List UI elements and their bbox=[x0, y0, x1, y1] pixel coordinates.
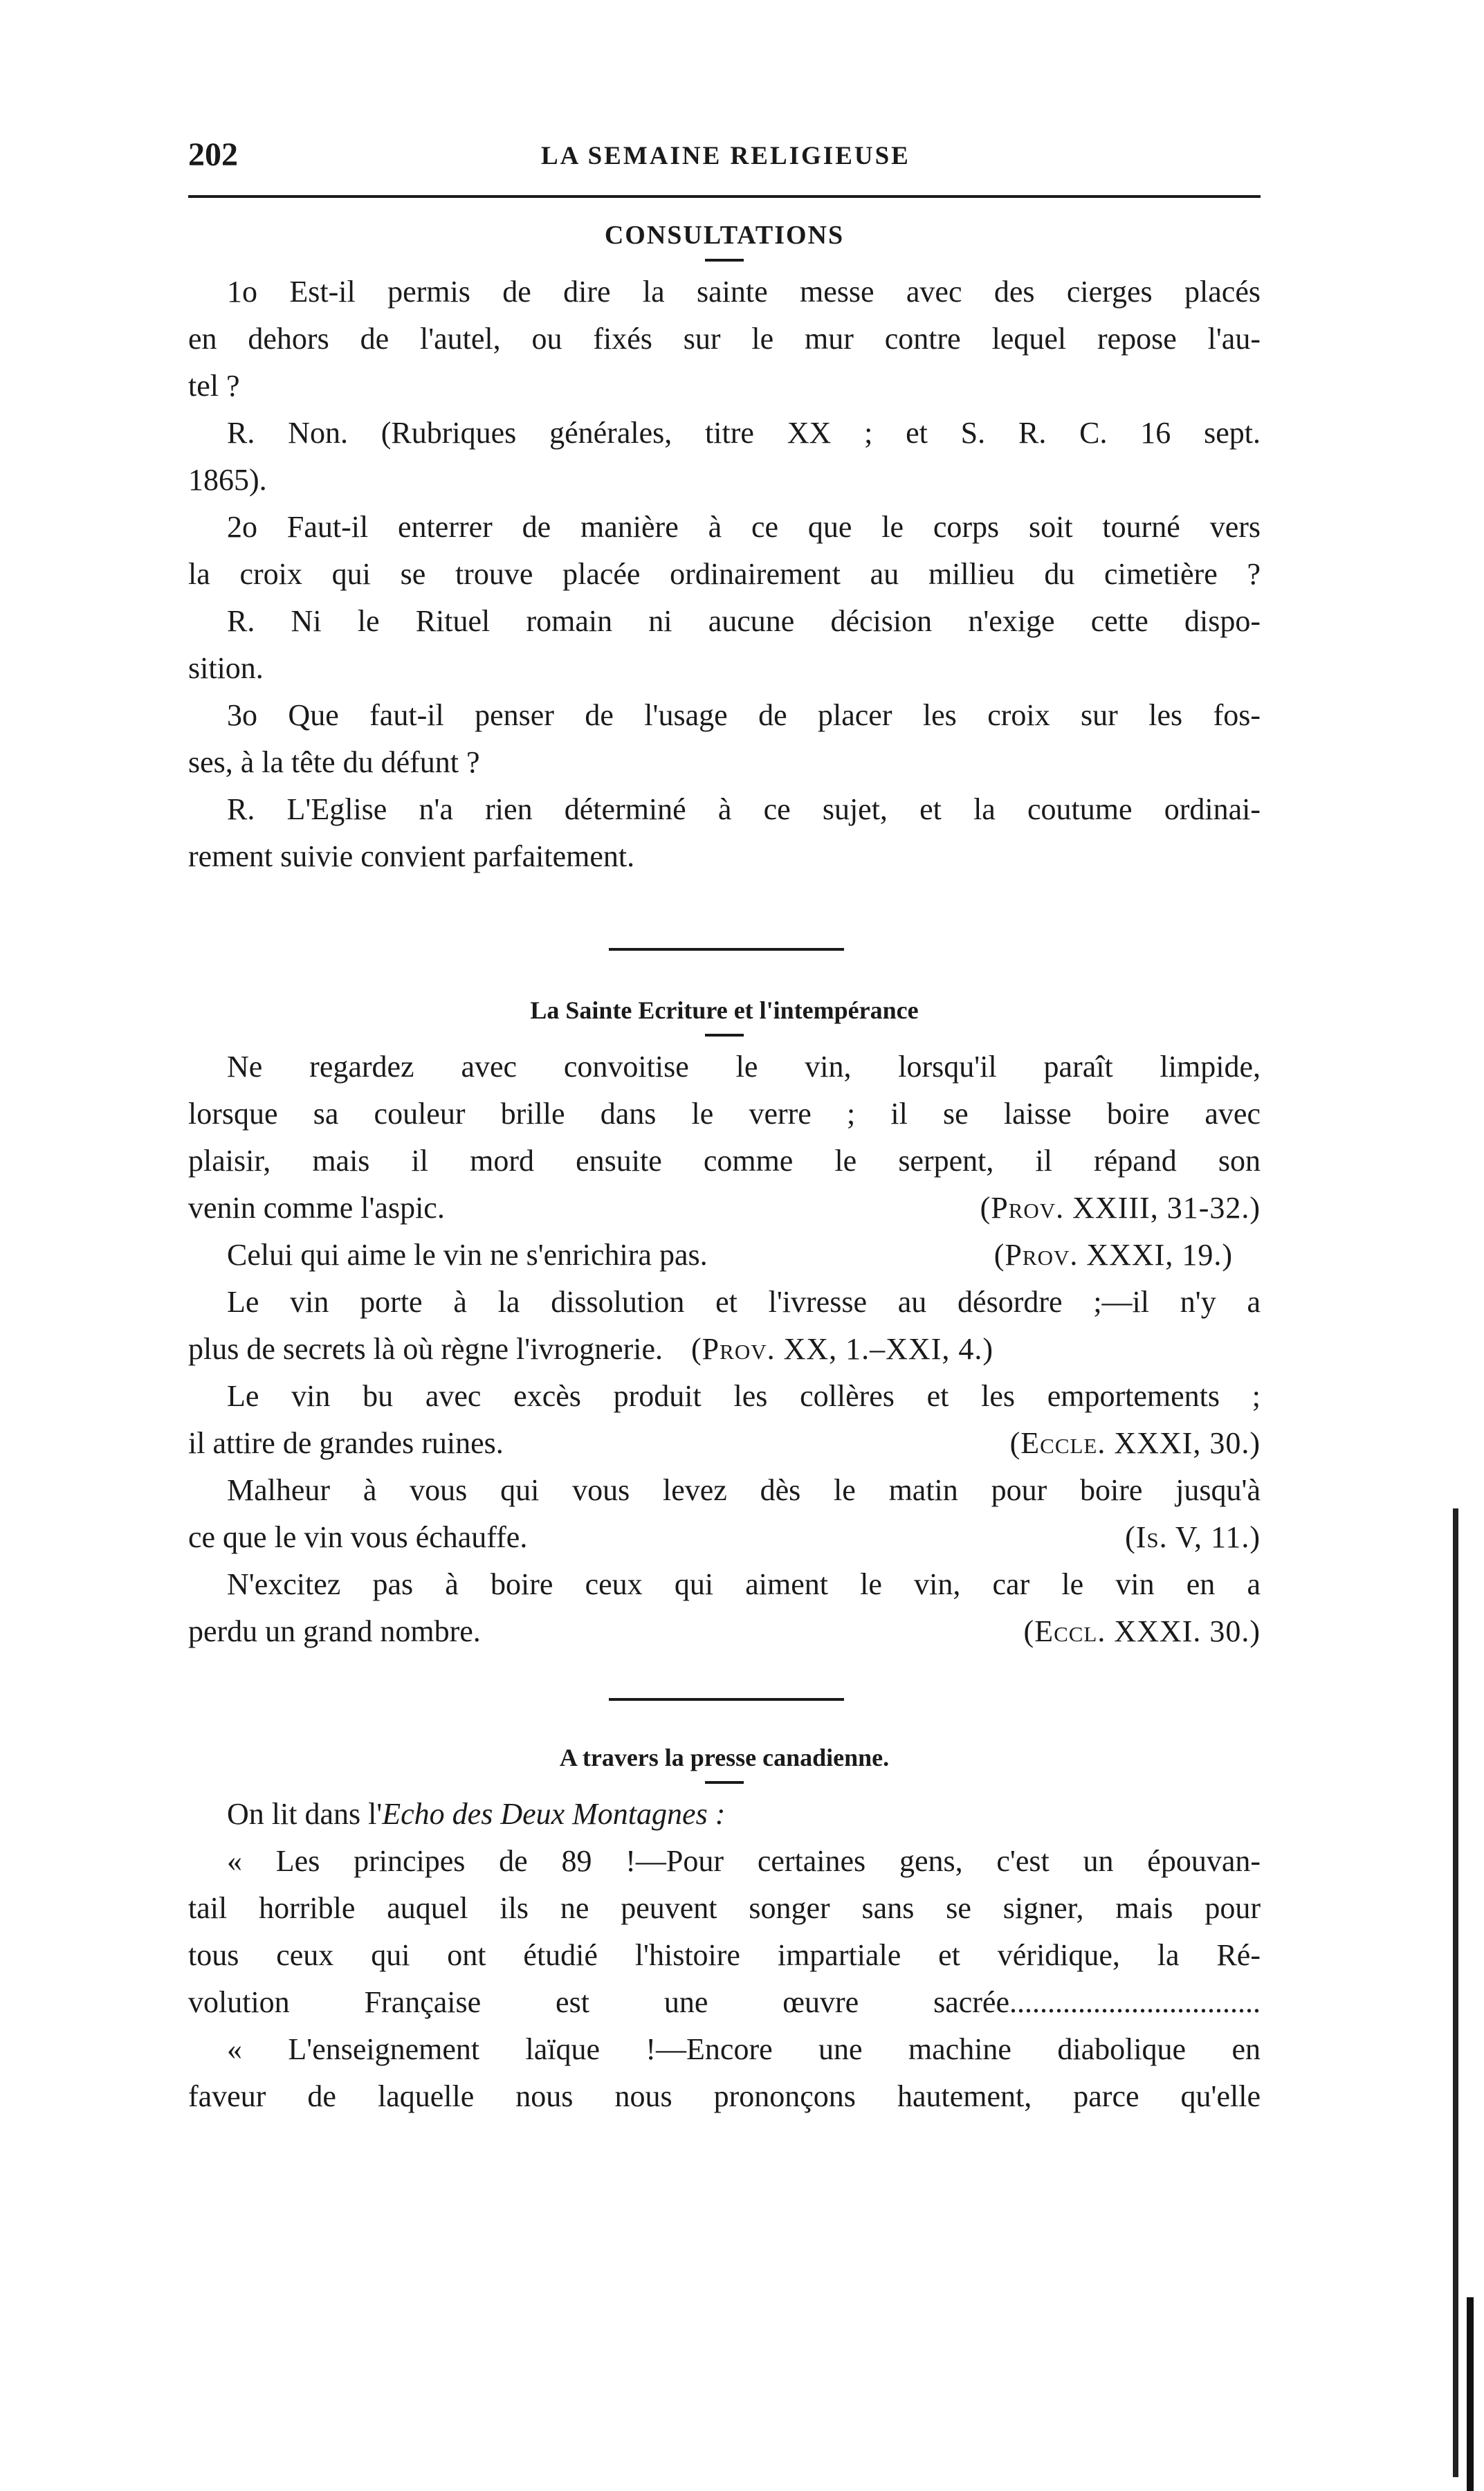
scripture-reference: (Prov. XX, 1.–XXI, 4.) bbox=[691, 1332, 994, 1366]
text-line: tail horrible auquel ils ne peuvent songer sans se signer, mais pour bbox=[188, 1891, 1261, 1925]
text-line: 3o Que faut-il penser de l'usage de placer les croix sur les fos- bbox=[227, 698, 1261, 732]
section-title-ecriture: La Sainte Ecriture et l'intempérance bbox=[530, 996, 919, 1024]
text-line: rement suivie convient parfaitement. bbox=[188, 839, 635, 873]
text-line: N'excitez pas à boire ceux qui aiment le vin, car le vin en a bbox=[227, 1567, 1261, 1601]
intro-text: On lit dans l' bbox=[227, 1797, 383, 1831]
text-line: plaisir, mais il mord ensuite comme le serpent, il répand son bbox=[188, 1144, 1261, 1178]
scripture-reference: (Prov. XXXI, 19.) bbox=[993, 1238, 1233, 1272]
text-line bbox=[188, 1326, 1261, 1373]
verse-text: Celui qui aime le vin ne s'enrichira pas. bbox=[227, 1238, 708, 1272]
text-line: faveur de laquelle nous nous prononçons hautement, parce qu'elle bbox=[188, 2079, 1261, 2113]
section-separator bbox=[609, 1698, 844, 1701]
verse-text: ce que le vin vous échauffe. bbox=[188, 1520, 528, 1554]
text-line: 1o Est-il permis de dire la sainte messe avec des cierges placés bbox=[227, 275, 1261, 309]
scripture-reference: (Eccle. XXXI, 30.) bbox=[1009, 1426, 1261, 1460]
text-line: la croix qui se trouve placée ordinairement au millieu du cimetière ? bbox=[188, 557, 1261, 591]
text-line: R. L'Eglise n'a rien déterminé à ce sujet, et la coutume ordinai- bbox=[227, 792, 1261, 826]
scripture-reference: (Is. V, 11.) bbox=[1125, 1520, 1261, 1554]
text-line: 1865). bbox=[188, 463, 267, 497]
text-line: « L'enseignement laïque !—Encore une machine diabolique en bbox=[227, 2032, 1261, 2066]
text-line: « Les principes de 89 !—Pour certaines gens, c'est un épouvan- bbox=[227, 1844, 1261, 1878]
text-line bbox=[188, 1608, 1261, 1655]
text-line: R. Non. (Rubriques générales, titre XX ; et S. R. C. 16 sept. bbox=[227, 416, 1261, 450]
text-line: tous ceux qui ont étudié l'histoire impartiale et véridique, la Ré- bbox=[188, 1938, 1261, 1972]
text-line: volution Française est une œuvre sacrée................................. bbox=[188, 1985, 1261, 2019]
text-line bbox=[188, 1420, 1261, 1467]
scripture-reference: (Prov. XXIII, 31-32.) bbox=[980, 1191, 1261, 1225]
verse-text: perdu un grand nombre. bbox=[188, 1614, 481, 1648]
presse-section bbox=[188, 1737, 1261, 2120]
text-line: ses, à la tête du défunt ? bbox=[188, 745, 480, 779]
text-line: Malheur à vous qui vous levez dès le matin pour boire jusqu'à bbox=[227, 1473, 1261, 1507]
verse-text: plus de secrets là où règne l'ivrognerie. bbox=[188, 1332, 663, 1366]
ecriture-section bbox=[188, 989, 1261, 1655]
text-line: en dehors de l'autel, ou fixés sur le mur contre lequel repose l'au- bbox=[188, 322, 1261, 356]
text-line: 2o Faut-il enterrer de manière à ce que le corps soit tourné vers bbox=[227, 510, 1261, 544]
text-line: R. Ni le Rituel romain ni aucune décision n'exige cette dispo- bbox=[227, 604, 1261, 638]
text-line bbox=[188, 1185, 1261, 1232]
text-line: Le vin porte à la dissolution et l'ivresse au désordre ;—il n'y a bbox=[227, 1285, 1261, 1319]
consultations-section bbox=[188, 215, 1261, 880]
running-title: LA SEMAINE RELIGIEUSE bbox=[541, 142, 910, 170]
verse-text: il attire de grandes ruines. bbox=[188, 1426, 504, 1460]
title-dash bbox=[705, 1781, 744, 1784]
text-line: tel ? bbox=[188, 369, 240, 403]
text-line bbox=[188, 1232, 1261, 1279]
title-dash bbox=[705, 259, 744, 262]
verse-text: venin comme l'aspic. bbox=[188, 1191, 445, 1225]
page-number: 202 bbox=[188, 136, 238, 173]
text-line: lorsque sa couleur brille dans le verre ; il se laisse boire avec bbox=[188, 1097, 1261, 1131]
section-separator bbox=[609, 948, 844, 951]
scripture-reference: (Eccl. XXXI. 30.) bbox=[1023, 1614, 1261, 1648]
text-line: Ne regardez avec convoitise le vin, lorsqu'il paraît limpide, bbox=[227, 1050, 1261, 1084]
source-title: Echo des Deux Montagnes : bbox=[382, 1797, 726, 1831]
section-title-presse: A travers la presse canadienne. bbox=[559, 1744, 890, 1771]
text-line bbox=[188, 1791, 1261, 1838]
title-dash bbox=[705, 1034, 744, 1037]
text-line bbox=[188, 1514, 1261, 1561]
page-edge-shadow bbox=[1453, 1508, 1458, 2477]
header-rule bbox=[188, 195, 1261, 198]
page-edge-shadow bbox=[1467, 2297, 1474, 2491]
text-line: sition. bbox=[188, 651, 264, 685]
section-title-consultations: CONSULTATIONS bbox=[604, 221, 845, 250]
text-line: Le vin bu avec excès produit les collères et les emportements ; bbox=[227, 1379, 1261, 1413]
page-header bbox=[188, 136, 1261, 184]
